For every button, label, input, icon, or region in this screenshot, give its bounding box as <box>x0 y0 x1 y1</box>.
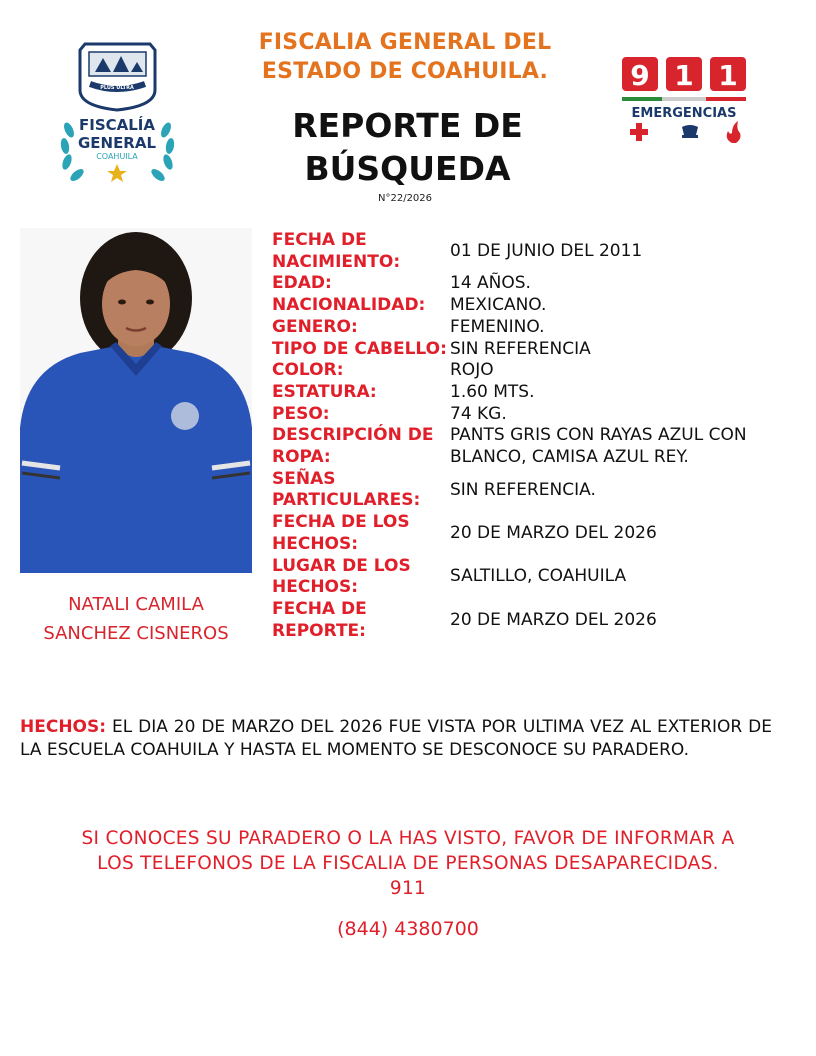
field-label: NACIONALIDAD: <box>272 295 426 316</box>
agency-name-line1: FISCALIA GENERAL DEL <box>258 30 552 55</box>
field-value: SALTILLO, COAHUILA <box>450 566 627 587</box>
field-label: EDAD: <box>272 273 332 294</box>
field-value: 74 KG. <box>450 403 507 424</box>
field-value: 14 AÑOS. <box>450 273 531 294</box>
call-to-action <box>20 826 796 901</box>
agency-name-line2: ESTADO DE COAHUILA. <box>261 59 549 84</box>
field-row-marks <box>272 469 812 512</box>
report-title <box>255 104 560 190</box>
hechos-text: EL DIA 20 DE MARZO DEL 2026 FUE VISTA POR ULTIMA VEZ AL EXTERIOR DE LA ESCUELA COAHUILA Y HASTA EL MOMENTO SE DESCONOCE SU PARADERO. <box>20 717 772 760</box>
report-number: N°22/2026 <box>378 193 433 204</box>
agency-name <box>250 28 560 86</box>
person-name <box>20 590 252 648</box>
field-label: GENERO: <box>272 316 358 337</box>
report-title-line2: BÚSQUEDA <box>304 149 511 188</box>
person-name-line2: SANCHEZ CISNEROS <box>43 623 229 644</box>
field-label: COLOR: <box>272 360 344 381</box>
svg-text:1: 1 <box>718 59 738 92</box>
field-label: SEÑAS PARTICULARES: <box>272 468 421 511</box>
svg-text:EMERGENCIAS: EMERGENCIAS <box>631 106 737 121</box>
report-title-line1: REPORTE DE <box>292 106 523 145</box>
field-row-event-date <box>272 512 812 555</box>
svg-text:9: 9 <box>630 59 650 92</box>
person-name-line1: NATALI CAMILA <box>68 594 204 615</box>
field-row-event-place <box>272 556 812 599</box>
field-value: FEMENINO. <box>450 316 545 337</box>
fiscalia-seal-logo <box>55 38 180 188</box>
field-value: SIN REFERENCIA <box>450 338 591 359</box>
field-value: 20 DE MARZO DEL 2026 <box>450 522 657 543</box>
field-label: ESTATURA: <box>272 381 377 402</box>
field-label: LUGAR DE LOS HECHOS: <box>272 555 411 598</box>
field-row-weight <box>272 404 812 426</box>
svg-text:FISCALÍA: FISCALÍA <box>79 116 155 134</box>
cta-line2: LOS TELEFONOS DE LA FISCALIA DE PERSONAS DESAPARECIDAS. <box>97 853 719 874</box>
field-value: MEXICANO. <box>450 295 547 316</box>
field-label: FECHA DE REPORTE: <box>272 598 367 641</box>
field-value: 1.60 MTS. <box>450 381 535 402</box>
field-value: SIN REFERENCIA. <box>450 479 596 500</box>
field-label: FECHA DE LOS HECHOS: <box>272 512 410 554</box>
field-value: PANTS GRIS CON RAYAS AZUL CON BLANCO, CAMISA AZUL REY. <box>450 425 747 468</box>
cta-line1: SI CONOCES SU PARADERO O LA HAS VISTO, FAVOR DE INFORMAR A <box>81 828 735 849</box>
svg-text:GENERAL: GENERAL <box>77 134 157 152</box>
field-label: TIPO DE CABELLO: <box>272 338 447 359</box>
field-row-clothing <box>272 425 812 468</box>
person-photo <box>20 228 252 573</box>
field-value: ROJO <box>450 360 494 381</box>
field-value: 01 DE JUNIO DEL 2011 <box>450 240 643 261</box>
field-row-birthdate <box>272 230 812 273</box>
field-row-gender <box>272 317 812 339</box>
field-label: FECHA DE NACIMIENTO: <box>272 230 401 272</box>
phone-number: (844) 4380700 <box>337 918 479 940</box>
field-row-nationality <box>272 295 812 317</box>
field-row-color <box>272 360 812 382</box>
cta-line3: 911 <box>389 878 427 899</box>
field-row-height <box>272 382 812 404</box>
field-row-report-date <box>272 599 812 642</box>
field-row-hair-type <box>272 339 812 361</box>
field-value: 20 DE MARZO DEL 2026 <box>450 609 657 630</box>
svg-text:PLUS ULTRA: PLUS ULTRA <box>100 85 134 91</box>
field-row-age <box>272 273 812 295</box>
emergency-911-logo <box>620 55 750 155</box>
field-label: PESO: <box>272 403 330 424</box>
hechos-label: HECHOS: <box>20 717 107 737</box>
hechos-paragraph <box>20 716 772 762</box>
description-fields <box>272 230 812 642</box>
field-label: DESCRIPCIÓN DE ROPA: <box>272 425 434 468</box>
svg-text:1: 1 <box>674 59 694 92</box>
svg-text:COAHUILA: COAHUILA <box>96 152 138 161</box>
